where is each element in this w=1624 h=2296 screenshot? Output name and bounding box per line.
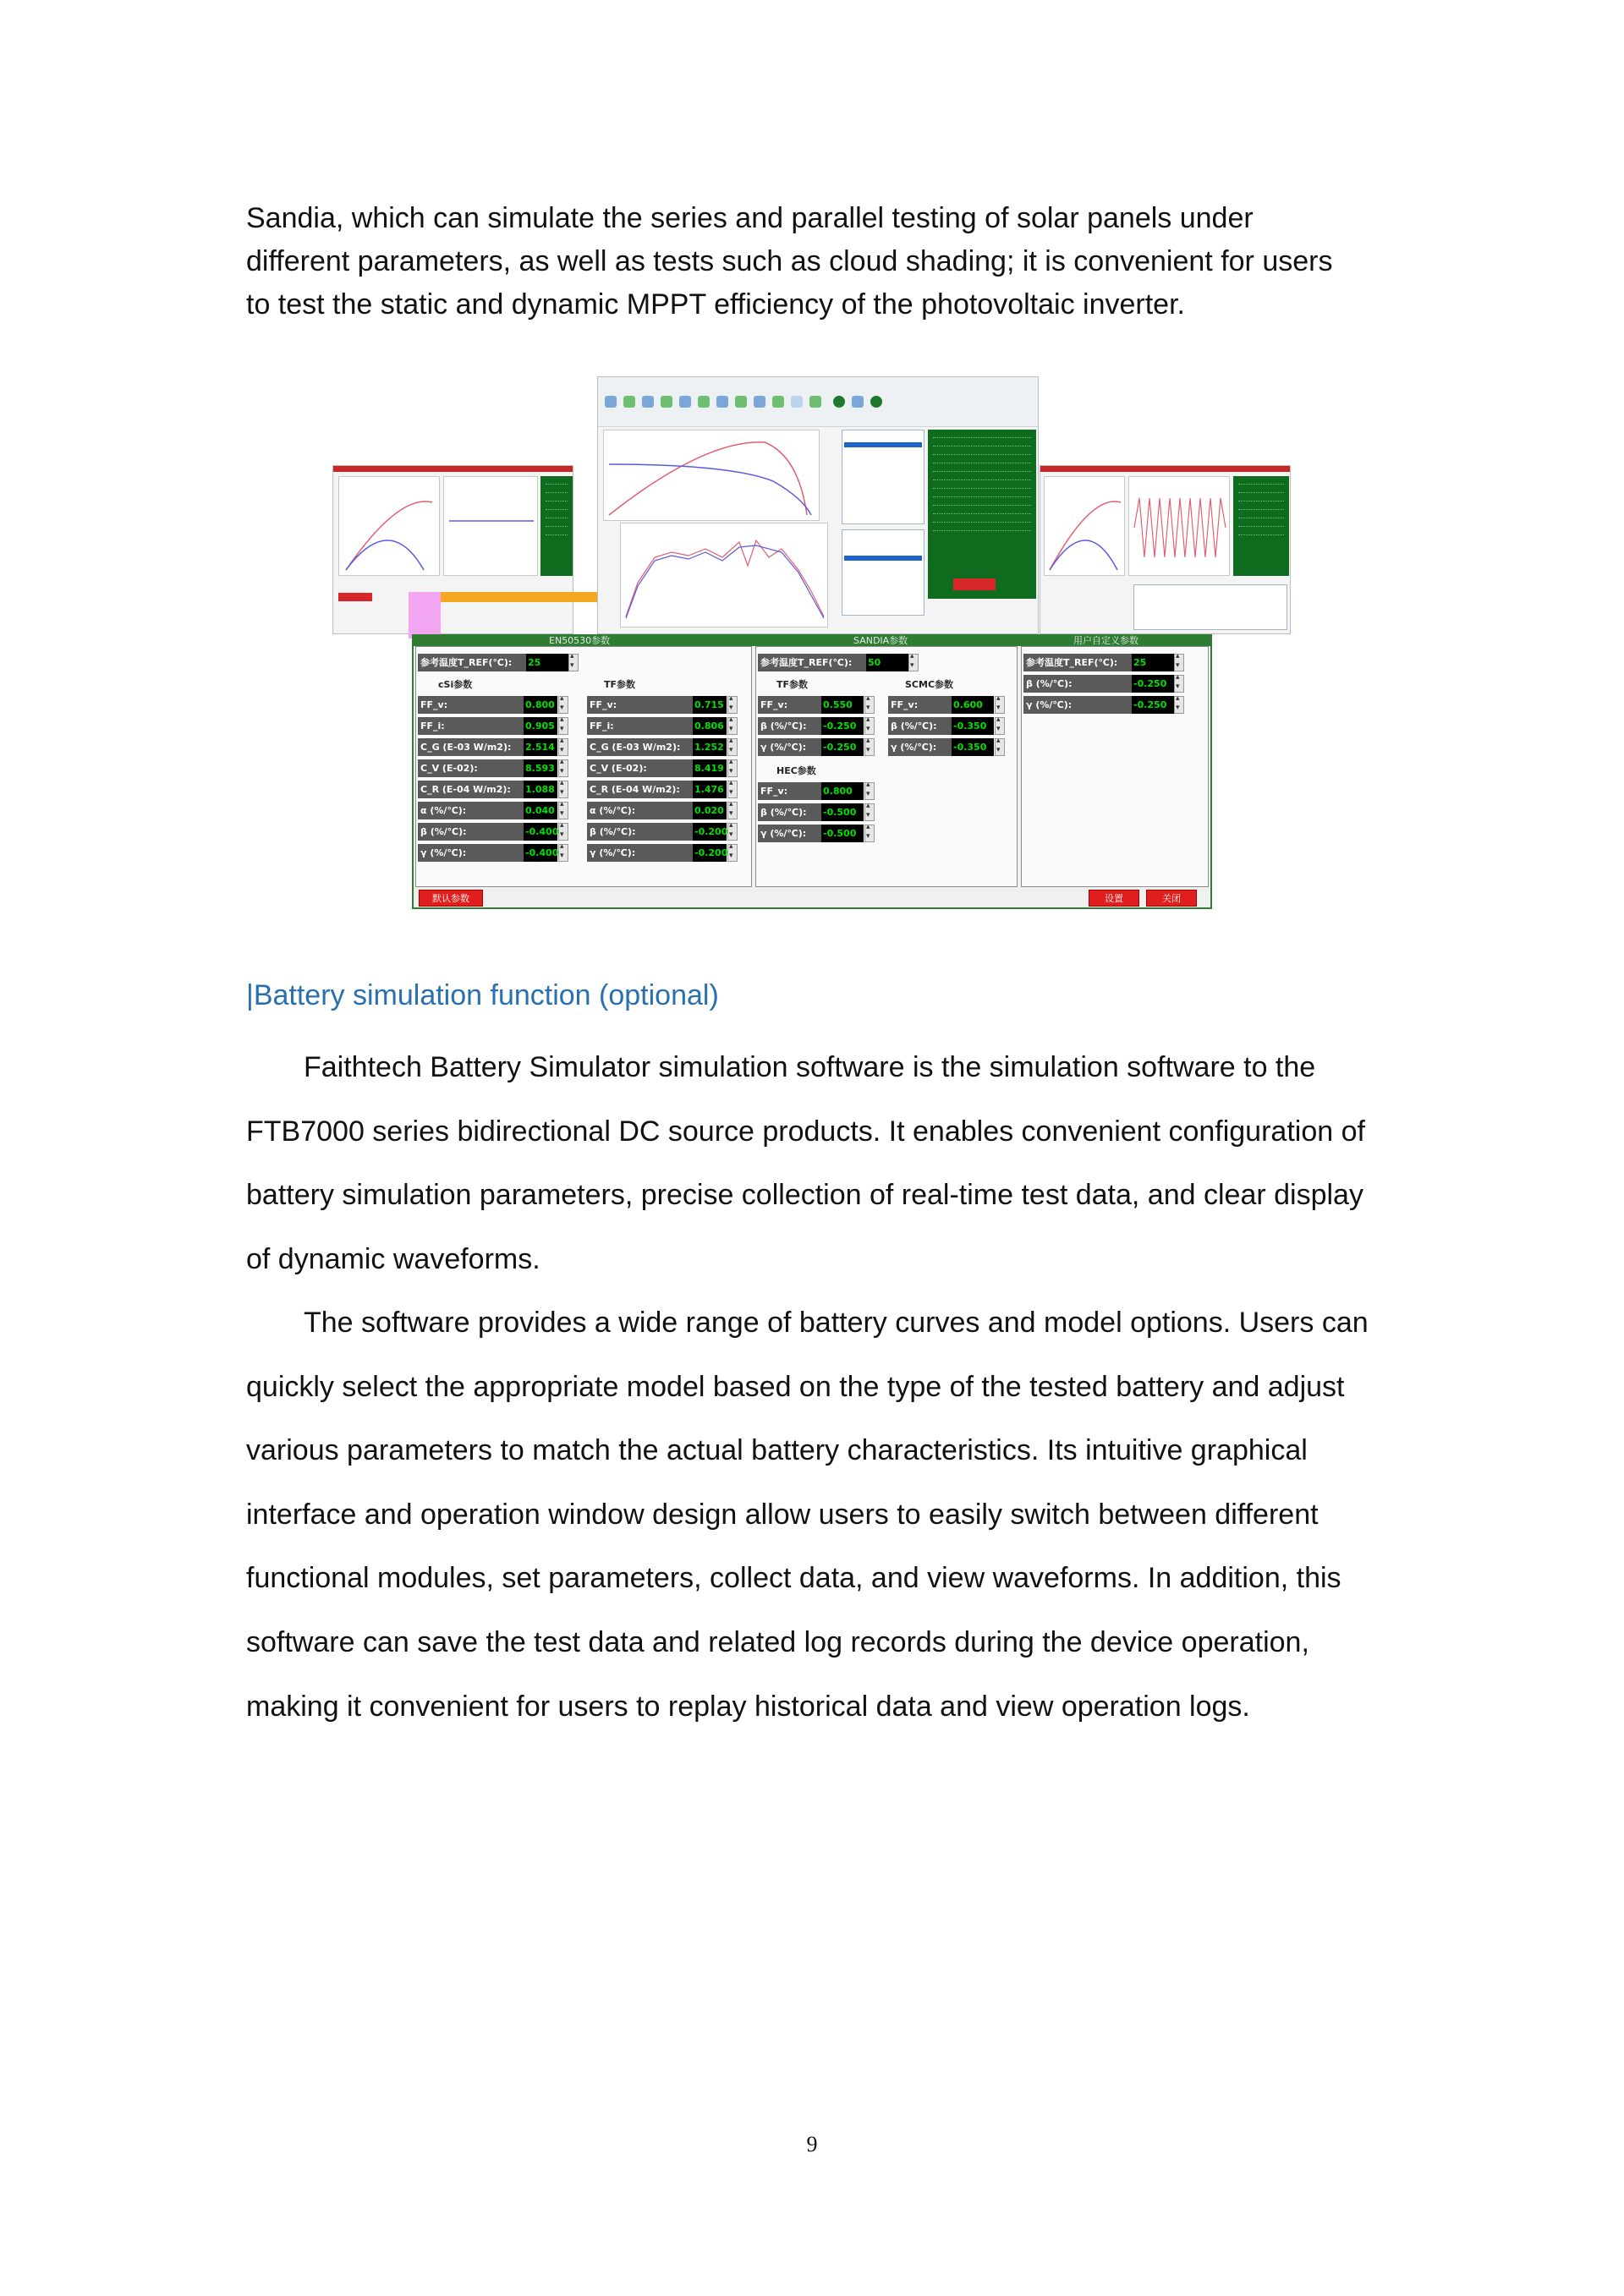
hec-label: FF_v: xyxy=(758,782,821,800)
flat-curve-graph xyxy=(443,476,538,576)
tf-label: β (%/℃): xyxy=(587,823,693,841)
hec-input[interactable]: 0.800 xyxy=(821,782,864,800)
tab-en50530[interactable]: EN50530参数 xyxy=(549,635,611,646)
tf-row xyxy=(587,781,749,798)
paragraph-line: interface and operation window design allow users to easily switch between different xyxy=(246,1498,1319,1531)
tf-spinner[interactable] xyxy=(727,717,738,735)
scmc-row xyxy=(888,717,1015,735)
csi-spinner[interactable] xyxy=(558,844,568,862)
pv-iv-graph xyxy=(603,430,820,521)
toolbar-icon[interactable] xyxy=(623,396,635,408)
right-status-panel xyxy=(1233,476,1289,576)
user-tref-spinner[interactable] xyxy=(1174,654,1184,671)
tf-spinner[interactable] xyxy=(727,802,738,819)
battery-paragraph-1 xyxy=(246,1036,1405,1291)
csi-spinner[interactable] xyxy=(558,823,568,841)
hec-spinner[interactable] xyxy=(864,803,875,821)
toolbar-icon[interactable] xyxy=(642,396,654,408)
en50530-group xyxy=(415,646,752,887)
scmc-input[interactable]: 0.600 xyxy=(952,696,994,714)
sandia-tf-spinner[interactable] xyxy=(864,717,875,735)
param-tabbar xyxy=(414,636,1210,646)
csi-input[interactable]: 0.905 xyxy=(524,717,557,735)
scmc-spinner[interactable] xyxy=(995,738,1005,756)
main-pv-window xyxy=(597,376,1039,634)
parameter-window xyxy=(412,634,1212,909)
toolbar-icon[interactable] xyxy=(679,396,691,408)
sine-wave-graph xyxy=(1128,476,1230,576)
tf-row xyxy=(587,759,749,777)
tf-row xyxy=(587,717,749,735)
tf-label: FF_v: xyxy=(587,696,693,714)
csi-input[interactable]: 0.800 xyxy=(524,696,557,714)
toolbar-icon[interactable] xyxy=(754,396,765,408)
scmc-label: γ (%/℃): xyxy=(888,738,952,756)
user-tref-label: 参考温度T_REF(℃): xyxy=(1023,654,1132,671)
iv-curve-graph xyxy=(338,476,440,576)
user-spinner[interactable] xyxy=(1174,696,1184,714)
iv-curve-svg xyxy=(339,477,441,577)
tf-label: C_G (E-03 W/m2): xyxy=(587,738,693,756)
csi-spinner[interactable] xyxy=(558,759,568,777)
paragraph-line: Faithtech Battery Simulator simulation software is the simulation software to the xyxy=(304,1051,1316,1083)
toolbar-icon[interactable] xyxy=(605,396,617,408)
tf-input[interactable]: 0.715 xyxy=(693,696,727,714)
csi-spinner[interactable] xyxy=(558,781,568,798)
pv-iv-svg xyxy=(604,430,820,522)
csi-row xyxy=(418,696,579,714)
sandia-tf-spinner[interactable] xyxy=(864,696,875,714)
right-iv-svg xyxy=(1045,477,1126,577)
mppt-trace-svg xyxy=(621,523,829,628)
sandia-tf-label: β (%/℃): xyxy=(758,717,821,735)
pink-side-panel xyxy=(409,592,441,638)
csi-row xyxy=(418,802,579,819)
sine-wave-svg xyxy=(1129,477,1231,577)
csi-input[interactable]: 2.514 xyxy=(524,738,557,756)
sandia-tf-label: γ (%/℃): xyxy=(758,738,821,756)
paragraph-line: FTB7000 series bidirectional DC source products. It enables convenient configuration of xyxy=(246,1115,1365,1148)
toolbar-icon[interactable] xyxy=(698,396,710,408)
tf-spinner[interactable] xyxy=(727,781,738,798)
en-tref-spinner[interactable] xyxy=(568,654,579,671)
scmc-spinner[interactable] xyxy=(995,717,1005,735)
intro-line: to test the static and dynamic MPPT efficiency of the photovoltaic inverter. xyxy=(246,288,1185,321)
paragraph-line: software can save the test data and related log records during the device operation, xyxy=(246,1625,1309,1658)
en-tref-input[interactable]: 25 xyxy=(526,654,568,671)
csi-spinner[interactable] xyxy=(558,717,568,735)
hec-spinner[interactable] xyxy=(864,782,875,800)
csi-label: FF_v: xyxy=(418,696,524,714)
csi-label: FF_i: xyxy=(418,717,524,735)
user-tref-row xyxy=(1023,654,1191,671)
tf-input[interactable]: -0.200 xyxy=(693,844,727,862)
scmc-spinner[interactable] xyxy=(995,696,1005,714)
intro-paragraph xyxy=(246,197,1405,326)
sandia-tf-title: TF参数 xyxy=(776,679,809,690)
tf-input[interactable]: 8.419 xyxy=(693,759,727,777)
orange-settings-strip xyxy=(441,592,597,602)
tab-sandia[interactable]: SANDIA参数 xyxy=(853,635,908,646)
mode-list[interactable] xyxy=(842,529,924,616)
csi-label: C_R (E-04 W/m2): xyxy=(418,781,524,798)
tab-user-defined[interactable]: 用户自定义参数 xyxy=(1073,635,1138,646)
csi-row xyxy=(418,844,579,862)
scmc-row xyxy=(888,738,1015,756)
csi-label: C_G (E-03 W/m2): xyxy=(418,738,524,756)
tf-spinner[interactable] xyxy=(727,759,738,777)
tf-spinner[interactable] xyxy=(727,823,738,841)
tf-input[interactable]: 1.476 xyxy=(693,781,727,798)
user-spinner[interactable] xyxy=(1174,675,1184,693)
csi-row xyxy=(418,759,579,777)
paragraph-line: quickly select the appropriate model based on the type of the tested battery and adjust xyxy=(246,1370,1345,1403)
set-button[interactable]: 设置 xyxy=(1089,890,1139,907)
csi-input[interactable]: 8.593 xyxy=(524,759,557,777)
user-input[interactable]: -0.250 xyxy=(1132,675,1174,693)
scmc-title: SCMC参数 xyxy=(905,679,954,690)
csi-input[interactable]: -0.400 xyxy=(524,823,557,841)
close-button[interactable]: 关闭 xyxy=(1146,890,1197,907)
sandia-tf-input[interactable]: -0.250 xyxy=(821,738,864,756)
sandia-group xyxy=(755,646,1018,887)
flat-curve-svg xyxy=(444,477,539,577)
tf-row xyxy=(587,738,749,756)
user-label: γ (%/℃): xyxy=(1023,696,1132,714)
csi-spinner[interactable] xyxy=(558,802,568,819)
sandia-tf-row xyxy=(758,696,885,714)
user-row xyxy=(1023,675,1191,693)
paragraph-line: functional modules, set parameters, collect data, and view waveforms. In addition, this xyxy=(246,1562,1341,1595)
csi-spinner[interactable] xyxy=(558,738,568,756)
tf-spinner[interactable] xyxy=(727,844,738,862)
sandia-tf-row xyxy=(758,738,885,756)
user-tref-input[interactable]: 25 xyxy=(1132,654,1174,671)
csi-label: C_V (E-02): xyxy=(418,759,524,777)
user-defined-group xyxy=(1021,646,1209,887)
intro-line: Sandia, which can simulate the series and parallel testing of solar panels under xyxy=(246,202,1254,234)
battery-paragraph-2 xyxy=(246,1291,1405,1739)
tf-row xyxy=(587,802,749,819)
tf-label: FF_i: xyxy=(587,717,693,735)
tf-row xyxy=(587,823,749,841)
search-icon[interactable] xyxy=(852,396,864,408)
tf-row xyxy=(587,696,749,714)
page-number: 9 xyxy=(806,2132,818,2156)
en-tref-row xyxy=(418,654,585,671)
info-icon[interactable] xyxy=(833,396,845,408)
sandia-tref-input[interactable]: 50 xyxy=(866,654,908,671)
left-status-panel xyxy=(540,476,573,576)
scmc-input[interactable]: -0.350 xyxy=(952,738,994,756)
csi-spinner[interactable] xyxy=(558,696,568,714)
hec-row xyxy=(758,825,885,842)
csi-input[interactable]: 0.040 xyxy=(524,802,557,819)
paragraph-line: making it convenient for users to replay historical data and view operation logs. xyxy=(246,1690,1250,1723)
csi-row xyxy=(418,823,579,841)
sandia-tref-label: 参考温度T_REF(℃): xyxy=(758,654,866,671)
user-input[interactable]: -0.250 xyxy=(1132,696,1174,714)
section-heading: |Battery simulation function (optional) xyxy=(246,979,719,1011)
scmc-row xyxy=(888,696,1015,714)
paragraph-line: The software provides a wide range of battery curves and model options. Users can xyxy=(304,1307,1369,1339)
tf-row xyxy=(587,844,749,862)
hec-input[interactable]: -0.500 xyxy=(821,803,864,821)
left-run-button[interactable] xyxy=(338,593,372,601)
tf-label: γ (%/℃): xyxy=(587,844,693,862)
scmc-label: β (%/℃): xyxy=(888,717,952,735)
paragraph-line: of dynamic waveforms. xyxy=(246,1242,540,1275)
pv-status-panel xyxy=(928,430,1036,599)
tf-input[interactable]: 0.020 xyxy=(693,802,727,819)
pv-start-button[interactable] xyxy=(953,578,996,590)
sandia-tref-row xyxy=(758,654,925,671)
sandia-tf-input[interactable]: -0.250 xyxy=(821,717,864,735)
right-sine-window xyxy=(1040,465,1291,634)
tf-spinner[interactable] xyxy=(727,696,738,714)
csi-input[interactable]: 1.088 xyxy=(524,781,557,798)
toolbar-icon[interactable] xyxy=(735,396,747,408)
tf-title: TF参数 xyxy=(604,679,636,690)
toolbar-icon[interactable] xyxy=(791,396,803,408)
hec-label: γ (%/℃): xyxy=(758,825,821,842)
intro-line: different parameters, as well as tests such as cloud shading; it is convenient for users xyxy=(246,245,1333,277)
software-screenshot-figure xyxy=(332,376,1291,909)
toolbar-icon[interactable] xyxy=(716,396,728,408)
tf-label: α (%/℃): xyxy=(587,802,693,819)
hec-input[interactable]: -0.500 xyxy=(821,825,864,842)
csi-label: γ (%/℃): xyxy=(418,844,524,862)
csi-title: cSi参数 xyxy=(438,679,473,690)
default-params-button[interactable]: 默认参数 xyxy=(419,890,483,907)
tf-input[interactable]: -0.200 xyxy=(693,823,727,841)
toolbar-icon[interactable] xyxy=(661,396,672,408)
help-icon[interactable] xyxy=(870,396,882,408)
left-iv-window xyxy=(332,465,573,634)
hec-row xyxy=(758,803,885,821)
main-toolbar xyxy=(598,377,1038,427)
user-label: β (%/℃): xyxy=(1023,675,1132,693)
hec-spinner[interactable] xyxy=(864,825,875,842)
csi-label: α (%/℃): xyxy=(418,802,524,819)
csi-label: β (%/℃): xyxy=(418,823,524,841)
user-row xyxy=(1023,696,1191,714)
hec-row xyxy=(758,782,885,800)
tf-input[interactable]: 0.806 xyxy=(693,717,727,735)
scmc-input[interactable]: -0.350 xyxy=(952,717,994,735)
sandia-tf-label: FF_v: xyxy=(758,696,821,714)
csi-row xyxy=(418,738,579,756)
en-tref-label: 参考温度T_REF(℃): xyxy=(418,654,526,671)
toolbar-icon[interactable] xyxy=(809,396,821,408)
scmc-label: FF_v: xyxy=(888,696,952,714)
right-iv-graph xyxy=(1044,476,1125,576)
paragraph-line: various parameters to match the actual battery characteristics. Its intuitive graphical xyxy=(246,1434,1308,1467)
mppt-trace-graph xyxy=(620,523,828,627)
tf-input[interactable]: 1.252 xyxy=(693,738,727,756)
tf-spinner[interactable] xyxy=(727,738,738,756)
csi-input[interactable]: -0.400 xyxy=(524,844,557,862)
csi-row xyxy=(418,781,579,798)
sandia-tf-spinner[interactable] xyxy=(864,738,875,756)
paragraph-line: battery simulation parameters, precise collection of real-time test data, and clear display xyxy=(246,1179,1363,1212)
sandia-tref-spinner[interactable] xyxy=(908,654,919,671)
hec-label: β (%/℃): xyxy=(758,803,821,821)
sandia-tf-input[interactable]: 0.550 xyxy=(821,696,864,714)
sandia-tf-row xyxy=(758,717,885,735)
right-data-table xyxy=(1133,584,1287,630)
csi-row xyxy=(418,717,579,735)
toolbar-icon[interactable] xyxy=(772,396,784,408)
curve-list[interactable] xyxy=(842,430,924,524)
hec-title: HEC参数 xyxy=(776,765,816,776)
tf-label: C_R (E-04 W/m2): xyxy=(587,781,693,798)
tf-label: C_V (E-02): xyxy=(587,759,693,777)
